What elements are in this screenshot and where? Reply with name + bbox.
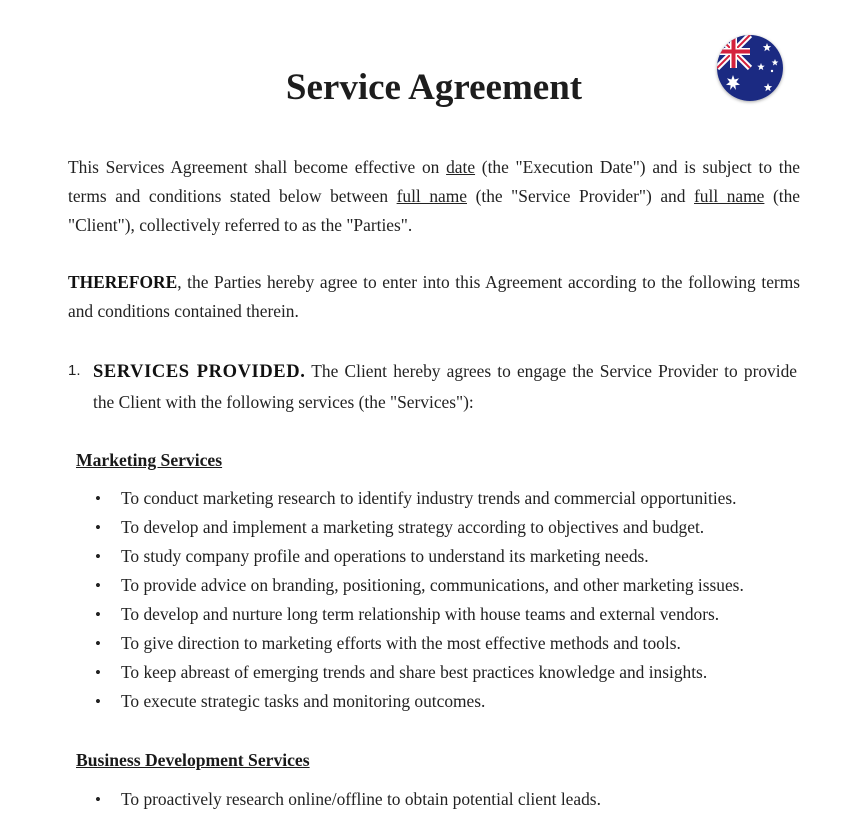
client-name-placeholder[interactable]: full name [694, 186, 765, 206]
bullet-icon: • [95, 634, 101, 653]
section-number: 1. [68, 362, 81, 379]
business-development-list [93, 785, 833, 814]
list-item: • To proactively research online/offline to obtain potential client leads. [93, 785, 833, 814]
list-item: • To study company profile and operations to understand its marketing needs. [93, 542, 833, 571]
list-item: • To keep abreast of emerging trends and share best practices knowledge and insights. [93, 658, 833, 687]
marketing-services-heading: Marketing Services [76, 450, 223, 470]
date-placeholder[interactable]: date [446, 157, 476, 177]
bullet-icon: • [95, 692, 101, 711]
bullet-icon: • [95, 576, 101, 595]
list-item: • To provide advice on branding, positioning, communications, and other marketing issues. [93, 571, 833, 600]
section-heading: SERVICES PROVIDED. [93, 362, 306, 382]
therefore-paragraph: THEREFORE, the Parties hereby agree to enter into this Agreement according to the following terms and conditions contained therein. [68, 272, 800, 321]
bullet-icon: • [95, 605, 101, 624]
bullet-icon: • [95, 790, 101, 809]
list-item: • To execute strategic tasks and monitoring outcomes. [93, 687, 833, 716]
list-item: • To conduct marketing research to identify industry trends and commercial opportunities. [93, 484, 833, 513]
list-item: • To develop and nurture long term relationship with house teams and external vendors. [93, 600, 833, 629]
list-item: • To give direction to marketing efforts with the most effective methods and tools. [93, 629, 833, 658]
list-item: • To develop and implement a marketing strategy according to objectives and budget. [93, 513, 833, 542]
business-development-heading: Business Development Services [76, 750, 310, 770]
intro-paragraph: This Services Agreement shall become effective on date (the "Execution Date") and is subject to the terms and conditions stated below between full name (the "Service Provider") and full name (the "Client"), collectively referred to as the "Parties". [68, 157, 801, 235]
marketing-services-list [93, 484, 833, 716]
bullet-icon: • [95, 663, 101, 682]
bullet-icon: • [95, 518, 101, 537]
therefore-keyword: THEREFORE [68, 272, 178, 292]
provider-name-placeholder[interactable]: full name [396, 186, 467, 206]
document-title: Service Agreement [285, 67, 583, 108]
bullet-icon: • [95, 547, 101, 566]
bullet-icon: • [95, 489, 101, 508]
section-text: SERVICES PROVIDED. The Client hereby agrees to engage the Service Provider to provide the Client with the following services (the "Services"): [93, 361, 798, 412]
